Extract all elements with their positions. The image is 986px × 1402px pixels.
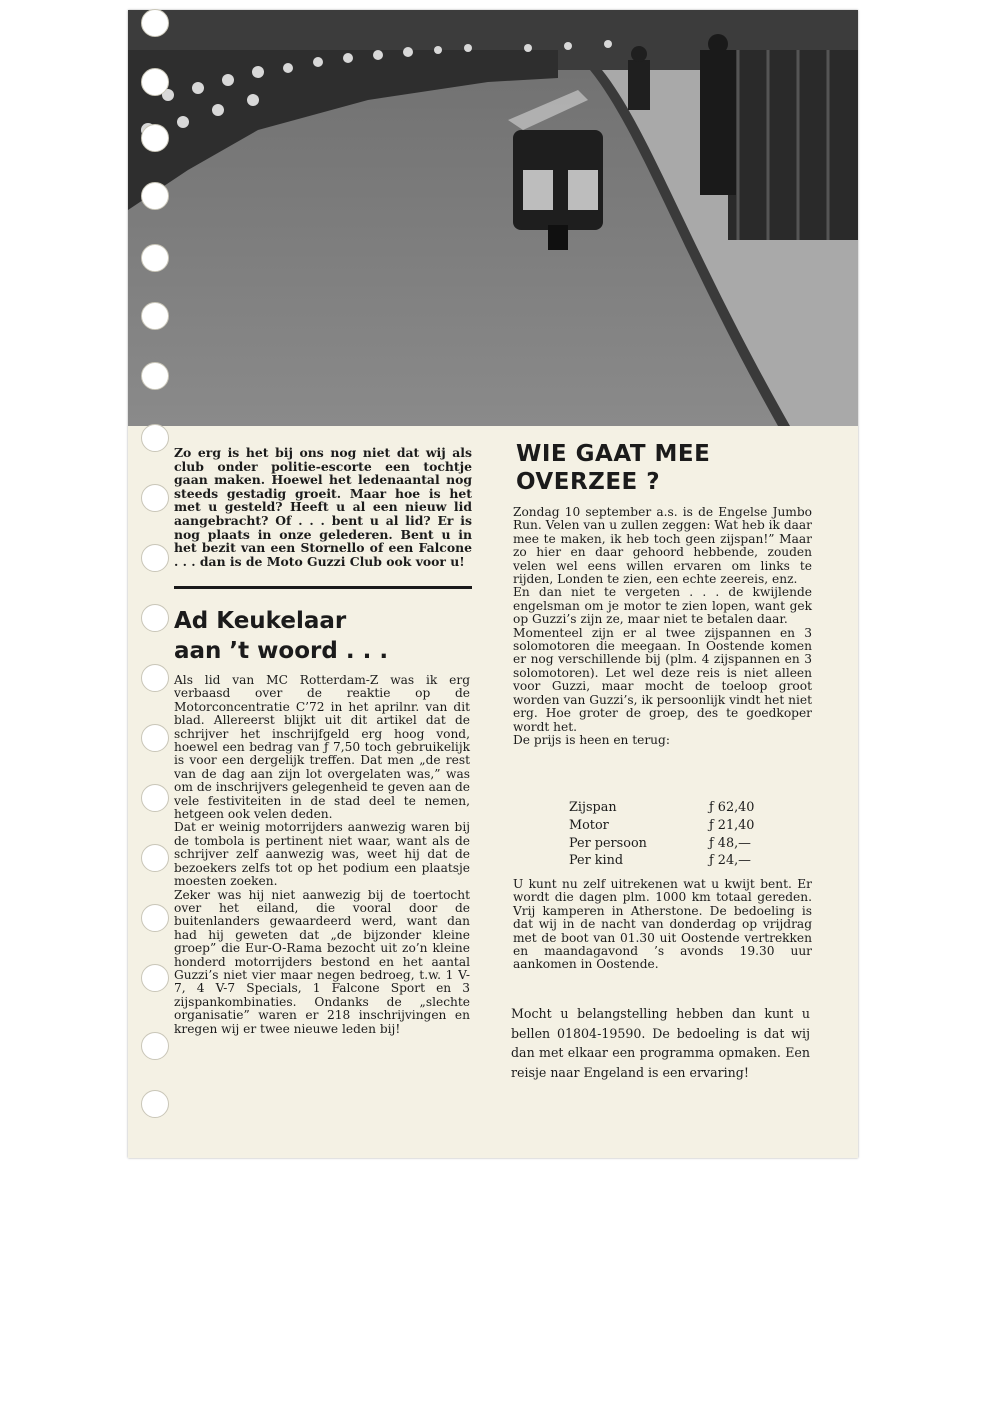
binder-hole: [141, 724, 169, 752]
binder-hole: [141, 9, 169, 37]
price-label: Per kind: [569, 853, 624, 869]
price-row: [569, 818, 769, 836]
binder-hole: [141, 68, 169, 96]
left-paragraph-3: Zeker was hij niet aanwezig bij de toertocht over het eiland, die vooral door de buitenlanders gewaardeerd werd, want dan had hij geweten dat „de bijzonder kleine groep” die Eur-O-Rama bezocht uit zo’n kleine honderd motorrijders bestond en het aantal Guzzi’s niet vier maar negen bedroeg, t.w. 1 V-7, 4 V-7 Specials, 1 Falcone Sport en 3 zijspankombinaties. Ondanks de „slechte organisatie” waren er 218 inschrijvingen en kregen wij er twee nieuwe leden bij!: [174, 887, 470, 1036]
binder-hole: [141, 244, 169, 272]
binder-hole: [141, 904, 169, 932]
price-row: [569, 853, 769, 871]
price-label: Zijspan: [569, 800, 617, 815]
right-heading-line-2: OVERZEE ?: [516, 469, 661, 495]
right-article-body: [513, 506, 812, 747]
price-amount: ƒ 48,—: [709, 835, 751, 851]
right-paragraph-3: Momenteel zijn er al twee zijspannen en 3 solomotoren die meegaan. In Oostende komen er nog verschillende bij (plm. 4 zijspannen en 3 solomotoren). Let wel deze reis is niet alleen voor Guzzi, maar mocht de toeloop groot worden van Guzzi’s, ik persoonlijk vindt het niet erg. Hoe groter de groep, des te goedkoper wordt het.: [513, 625, 812, 734]
binder-hole: [141, 124, 169, 152]
left-paragraph-1: Als lid van MC Rotterdam-Z was ik erg verbaasd over de reaktie op de Motorconcentratie C’72 in het aprilnr. van dit blad. Allereerst blijkt uit dit artikel dat de schrijver het inschrijfgeld erg hoog vond, hoewel een bedrag van ƒ 7,50 toch gebruikelijk is voor een dergelijk treffen. Dat men „de rest van de dag aan zijn lot overgelaten was,” was om de inschrijvers gelegenheid te geven aan de vele festiviteiten in de stad deel te nemen, hetgeen ook velen deden.: [174, 673, 470, 822]
price-amount: ƒ 21,40: [709, 817, 755, 833]
left-article-body: [174, 674, 470, 1036]
binder-hole: [141, 544, 169, 572]
right-paragraph-6: Mocht u belangstelling hebben dan kunt u bellen 01804-19590. De bedoeling is dat wij dan met elkaar een programma opmaken. Een reisje naar Engeland is een ervaring!: [511, 1006, 810, 1080]
left-heading-line-1: Ad Keukelaar: [174, 608, 347, 634]
photo-graphic: [128, 10, 858, 426]
section-divider: [174, 586, 472, 589]
right-heading-line-1: WIE GAAT MEE: [516, 441, 711, 467]
binder-hole: [141, 1032, 169, 1060]
right-paragraph-5: U kunt nu zelf uitrekenen wat u kwijt bent. Er wordt die dagen plm. 1000 km totaal gereden. Vrij kamperen in Atherstone. De bedoeling is dat wij in de nacht van donderdag op vrijdrag met de boot van 01.30 uit Oostende vertrekken en maandagavond ’s avonds 19.30 uur aankomen in Oostende.: [513, 877, 812, 972]
binder-hole: [141, 664, 169, 692]
right-paragraph-1: Zondag 10 september a.s. is de Engelse Jumbo Run. Velen van u zullen zeggen: Wat heb ik daar mee te maken, ik heb toch geen zijspan!” Maar zo hier en daar gehoord hebbende, zouden velen wel eens willen ervaren om links te rijden, Londen te zien, een echte zeereis, enz.: [513, 505, 812, 587]
binder-hole: [141, 1090, 169, 1118]
price-amount: ƒ 62,40: [709, 800, 755, 815]
price-amount: ƒ 24,—: [709, 853, 751, 869]
left-article-heading: [174, 606, 474, 666]
left-paragraph-2: Dat er weinig motorrijders aanwezig waren bij de tombola is pertinent niet waar, want als de schrijver zelf aanwezig was, weet hij dat de bezoekers zelfs tot op het podium een plaatsje moesten zoeken.: [174, 820, 470, 889]
price-table: [569, 800, 769, 871]
binder-hole: [141, 964, 169, 992]
binder-hole: [141, 362, 169, 390]
binder-hole: [141, 424, 169, 452]
price-label: Motor: [569, 817, 609, 833]
motorcycle-escort-photo: [128, 10, 858, 426]
left-heading-line-2: aan ’t woord . . .: [174, 638, 389, 664]
binder-hole: [141, 784, 169, 812]
right-article-heading: [516, 440, 816, 496]
binder-hole: [141, 604, 169, 632]
binder-hole: [141, 844, 169, 872]
binder-hole: [141, 302, 169, 330]
photo-caption: Zo erg is het bij ons nog niet dat wij als club onder politie-escorte een tochtje gaan maken. Hoewel het ledenaantal nog steeds gestadig groeit. Maar hoe is het met u gesteld? Heeft u al een nieuw lid aangebracht? Of . . . bent u al lid? Er is nog plaats in onze gelederen. Bent u in het bezit van een Stornello of een Falcone . . . dan is de Moto Guzzi Club ook voor u!: [174, 445, 472, 569]
price-label: Per persoon: [569, 835, 647, 851]
price-row: [569, 836, 769, 854]
right-paragraph-4: De prijs is heen en terug:: [513, 732, 670, 747]
right-paragraph-2: En dan niet te vergeten . . . de kwijlende engelsman om je motor te zien lopen, want gek op Guzzi’s zijn ze, maar niet te betalen daar.: [513, 585, 812, 627]
binder-hole: [141, 484, 169, 512]
binder-hole: [141, 182, 169, 210]
price-row: [569, 800, 769, 818]
